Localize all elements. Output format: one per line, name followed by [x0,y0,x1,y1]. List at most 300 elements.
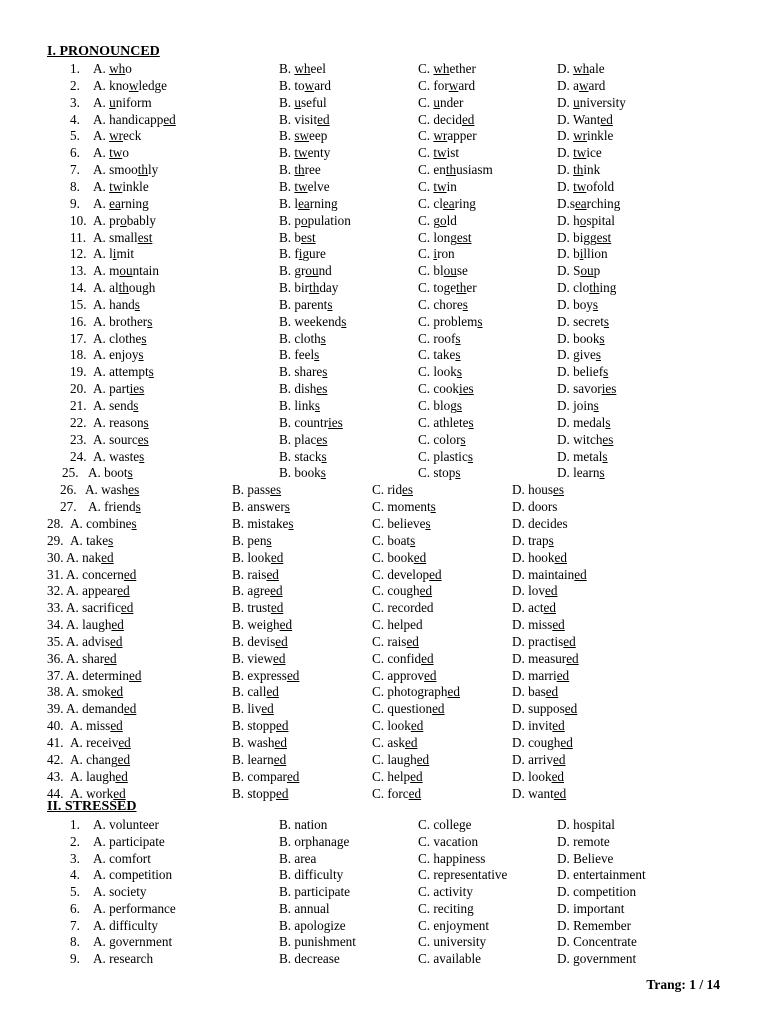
option-d: D. biggest [557,229,612,245]
option-d: D. boys [557,296,599,312]
option-d: D. doors [512,499,558,515]
option-d: D. maintained [512,566,587,582]
option-b: B. nation [279,817,328,832]
question-number: 26. [60,482,77,498]
option-c: C. booked [372,549,427,565]
question-row [0,77,768,94]
question-row [0,127,768,144]
option-d: D. based [512,684,559,700]
option-d: D. remote [557,833,610,849]
option-c: C. clearing [418,195,476,211]
question-row [0,633,768,650]
option-a: A. concerned [66,566,137,582]
option-d: D. Remember [557,917,631,933]
option-a: A. appeared [66,583,130,599]
option-b: B. ground [279,263,332,279]
option-b: B. participate [279,884,351,899]
option-c: C. believes [372,515,431,531]
question-row [0,144,768,161]
question-row [0,717,768,734]
option-d: D. Concentrate [557,934,637,950]
question-row [0,768,768,785]
question-row [0,883,768,900]
option-c: C. helped [372,617,423,633]
option-d: D. entertainment [557,867,646,883]
option-d: D. wrinkle [557,128,614,144]
question-row [0,566,768,583]
question-row [0,850,768,867]
option-a: A. performance [93,900,176,916]
option-a: A. clothes [93,330,147,346]
question-number: 23. [70,431,87,447]
option-a: A. washes [85,482,140,498]
option-b: B. area [279,850,317,866]
option-c: C. gold [418,212,457,228]
option-d: D. Believe [557,850,614,866]
question-number: 3. [70,850,80,866]
question-row [0,833,768,850]
question-row [0,296,768,313]
option-b: B. stacks [279,448,327,464]
option-d: D. Wanted [557,111,613,127]
question-number: 25. [62,465,79,481]
question-number: 38. [47,684,64,700]
question-number: 17. [70,330,87,346]
option-c: C. blouse [418,263,468,279]
option-a: A. boots [88,465,133,481]
question-row [0,532,768,549]
question-number: 6. [70,900,80,916]
option-b: B. toward [279,77,332,93]
option-b: B. visited [279,111,330,127]
question-row [0,751,768,768]
question-number: 5. [70,884,80,899]
option-c: C. decided [418,111,475,127]
question-row [0,245,768,262]
option-d: D. gives [557,347,601,363]
question-row [0,700,768,717]
question-number: 2. [70,77,80,93]
option-d: D. savories [557,381,617,397]
question-number: 32. [47,583,64,599]
question-row [0,950,768,967]
option-a: A. attempts [93,364,154,380]
question-number: 5. [70,128,80,144]
option-a: A. mountain [93,263,159,279]
question-number: 9. [70,951,80,966]
question-number: 27. [60,499,77,515]
option-d: D. metals [557,448,608,464]
option-b: B. devised [232,633,288,649]
option-b: B. viewed [232,650,286,666]
option-c: C. confided [372,650,434,666]
option-a: A. competition [93,867,173,883]
option-c: C. asked [372,735,418,750]
option-d: D. think [557,162,601,178]
question-number: 7. [70,917,80,933]
option-c: C. college [418,817,472,832]
question-row [0,60,768,77]
question-number: 29. [47,532,64,548]
question-row [0,515,768,532]
option-d: D. learns [557,465,605,481]
option-b: B. lived [232,701,274,717]
question-number: 42. [47,751,64,767]
option-a: A. comfort [93,850,151,866]
option-a: A. advised [66,633,123,649]
question-number: 9. [70,195,80,211]
option-c: C. chores [418,296,468,312]
option-a: A. laughed [70,768,128,784]
option-a: A. combines [70,515,137,531]
option-b: B. best [279,229,316,245]
option-a: A. uniform [93,94,152,110]
option-a: A. wastes [93,448,145,464]
option-d: D. hospital [557,817,615,832]
option-c: C. available [418,951,481,966]
option-c: C. enjoyment [418,917,490,933]
option-d: D. books [557,330,605,346]
option-d: D. twofold [557,178,615,194]
option-b: B. dishes [279,381,328,397]
option-b: B. punishment [279,934,356,950]
question-row [0,683,768,700]
option-a: A. handicapped [93,111,176,127]
option-c: C. laughed [372,751,430,767]
option-d: D. Soup [557,263,601,279]
question-row [0,549,768,566]
option-c: C. developed [372,566,442,582]
question-row [0,363,768,380]
option-b: B. weekends [279,313,347,329]
option-d: D. missed [512,617,565,633]
option-b: B. figure [279,246,326,262]
question-row [0,650,768,667]
question-row [0,498,768,515]
question-number: 14. [70,280,87,296]
option-c: C. approved [372,667,437,683]
question-row [0,464,768,481]
option-d: D. coughed [512,735,573,750]
option-b: B. looked [232,549,284,565]
option-a: A. participate [93,833,165,849]
option-c: C. iron [418,246,455,262]
option-b: B. learned [232,751,287,767]
option-a: A. smallest [93,229,153,245]
option-c: C. recorded [372,600,434,616]
option-c: C. coughed [372,583,433,599]
option-a: A. reasons [93,414,149,430]
option-b: B. twenty [279,145,331,161]
question-number: 30. [47,549,64,565]
question-row [0,448,768,465]
option-c: C. cookies [418,381,474,397]
option-d: D. measured [512,650,579,666]
option-c: C. colors [418,431,466,447]
question-number: 31. [47,566,64,582]
question-number: 35. [47,633,64,649]
option-d: D. practised [512,633,576,649]
option-d: D. whale [557,61,605,76]
question-number: 8. [70,178,80,194]
option-b: B. apologize [279,917,346,933]
option-b: B. parents [279,296,333,312]
option-c: C. happiness [418,850,486,866]
question-number: 4. [70,867,80,883]
option-a: A. demanded [66,701,137,717]
option-a: A. society [93,884,147,899]
option-c: C. forced [372,785,422,801]
option-c: C. questioned [372,701,445,717]
option-b: B. trusted [232,600,284,616]
option-d: D. arrived [512,751,566,767]
option-d: D. loved [512,583,558,599]
option-d: D. government [557,951,637,966]
option-c: C. rides [372,482,414,498]
question-row [0,667,768,684]
option-c: C. plastics [418,448,473,464]
option-b: B. twelve [279,178,330,194]
option-c: C. boats [372,532,416,548]
question-number: 24. [70,448,87,464]
option-c: C. helped [372,768,423,784]
option-b: B. raised [232,566,279,582]
option-c: C. forward [418,77,476,93]
question-number: 18. [70,347,87,363]
option-d: D. competition [557,884,637,899]
page-number: Trang: 1 / 14 [646,977,720,992]
question-row [0,734,768,751]
option-c: C. blogs [418,398,462,413]
option-a: A. brothers [93,313,153,329]
option-c: C. reciting [418,900,474,916]
option-c: C. university [418,934,487,950]
question-row [0,178,768,195]
option-a: A. laughed [66,617,124,633]
option-b: B. weighed [232,617,293,633]
question-row [0,212,768,229]
question-row [0,933,768,950]
option-c: C. photographed [372,684,460,700]
question-row [0,229,768,246]
question-row [0,195,768,212]
option-b: B. washed [232,735,287,750]
question-number: 33. [47,600,64,616]
option-c: C. stops [418,465,461,481]
question-row [0,397,768,414]
option-c: C. problems [418,313,483,329]
option-c: C. moments [372,499,436,515]
option-b: B. passes [232,482,282,498]
option-d: D. traps [512,532,554,548]
question-number: 39. [47,701,64,717]
option-c: C. representative [418,867,508,883]
option-a: A. although [93,280,156,296]
option-d: D. married [512,667,570,683]
question-number: 44. [47,785,64,801]
option-b: B. wheel [279,61,326,76]
option-c: C. athletes [418,414,474,430]
option-c: C. twist [418,145,460,161]
option-b: B. links [279,398,321,413]
question-row [0,900,768,917]
option-a: A. sources [93,431,149,447]
option-a: A. earning [93,195,149,211]
question-row [0,582,768,599]
option-b: B. agreed [232,583,283,599]
option-a: A. friends [88,499,141,515]
question-row [0,414,768,431]
question-number: 1. [70,817,80,832]
option-a: A. takes [70,532,114,548]
option-a: A. received [70,735,131,750]
question-number: 41. [47,735,64,750]
option-c: C. together [418,280,477,296]
option-c: C. whether [418,61,476,76]
option-a: A. parties [93,381,145,397]
option-c: C. activity [418,884,473,899]
option-b: B. places [279,431,328,447]
option-d: D. clothing [557,280,617,296]
option-d: D. supposed [512,701,578,717]
option-a: A. limit [93,246,135,262]
question-number: 37. [47,667,64,683]
option-b: B. learning [279,195,338,211]
option-b: B. shares [279,364,328,380]
question-number: 8. [70,934,80,950]
option-d: D. important [557,900,625,916]
option-b: B. cloths [279,330,326,346]
section-1-title: I. PRONOUNCED [47,44,160,59]
option-a: A. volunteer [93,817,159,832]
question-row [0,431,768,448]
option-c: C. wrapper [418,128,477,144]
option-a: A. twinkle [93,178,149,194]
question-number: 43. [47,768,64,784]
option-a: A. hands [93,296,140,312]
option-b: B. called [232,684,279,700]
option-d: D. secrets [557,313,610,329]
question-number: 7. [70,162,80,178]
question-row [0,380,768,397]
question-row [0,161,768,178]
option-a: A. determined [66,667,142,683]
option-c: C. roofs [418,330,461,346]
question-number: 12. [70,246,87,262]
question-number: 4. [70,111,80,127]
option-d: D. hospital [557,212,615,228]
option-a: A. probably [93,212,157,228]
option-d: D. acted [512,600,556,616]
question-number: 34. [47,617,64,633]
option-b: B. population [279,212,351,228]
question-row [0,346,768,363]
option-d: D. medals [557,414,611,430]
question-number: 6. [70,145,80,161]
question-row [0,917,768,934]
option-d: D. witches [557,431,614,447]
option-b: B. mistakes [232,515,294,531]
option-d: D. decides [512,515,568,531]
option-d: D. hooked [512,549,567,565]
option-c: C. raised [372,633,419,649]
question-number: 11. [70,229,86,245]
option-d: D. university [557,94,626,110]
question-row [0,262,768,279]
option-c: C. looked [372,718,424,734]
option-b: B. annual [279,900,330,916]
option-b: B. three [279,162,321,178]
option-a: A. smoothly [93,162,159,178]
question-row [0,330,768,347]
question-number: 22. [70,414,87,430]
question-row [0,816,768,833]
question-row [0,616,768,633]
option-b: B. feels [279,347,320,363]
option-a: A. research [93,951,154,966]
question-number: 1. [70,61,80,76]
option-a: A. enjoys [93,347,144,363]
option-d: D. billion [557,246,608,262]
question-row [0,313,768,330]
option-a: A. knowledge [93,77,167,93]
option-d: D. houses [512,482,565,498]
option-a: A. worked [70,785,126,801]
option-b: B. expressed [232,667,300,683]
option-c: C. vacation [418,833,479,849]
option-b: B. stopped [232,718,289,734]
option-b: B. decrease [279,951,340,966]
option-d: D.searching [557,195,621,211]
question-row [0,111,768,128]
question-row [0,279,768,296]
option-d: D. award [557,77,606,93]
question-row [0,866,768,883]
option-b: B. countries [279,414,343,430]
option-a: A. difficulty [93,917,158,933]
question-number: 15. [70,296,87,312]
option-c: C. longest [418,229,472,245]
option-c: C. enthusiasm [418,162,493,178]
option-b: B. difficulty [279,867,344,883]
question-number: 40. [47,718,64,734]
question-number: 10. [70,212,87,228]
option-b: B. answers [232,499,290,515]
question-number: 19. [70,364,87,380]
option-a: A. sends [93,398,139,413]
option-c: C. under [418,94,464,110]
option-b: B. birthday [279,280,339,296]
option-b: B. stopped [232,785,289,801]
option-c: C. looks [418,364,462,380]
section-2-title: II. STRESSED [47,799,137,814]
option-c: C. twin [418,178,457,194]
option-d: D. looked [512,768,565,784]
option-d: D. wanted [512,785,567,801]
option-a: A. missed [70,718,123,734]
question-row [0,94,768,111]
question-number: 28. [47,515,64,531]
question-row [0,481,768,498]
question-number: 21. [70,398,87,413]
question-number: 16. [70,313,87,329]
option-b: B. orphanage [279,833,350,849]
option-c: C. takes [418,347,461,363]
question-row [0,599,768,616]
question-number: 3. [70,94,80,110]
option-a: A. who [93,61,132,76]
option-a: A. smoked [66,684,124,700]
